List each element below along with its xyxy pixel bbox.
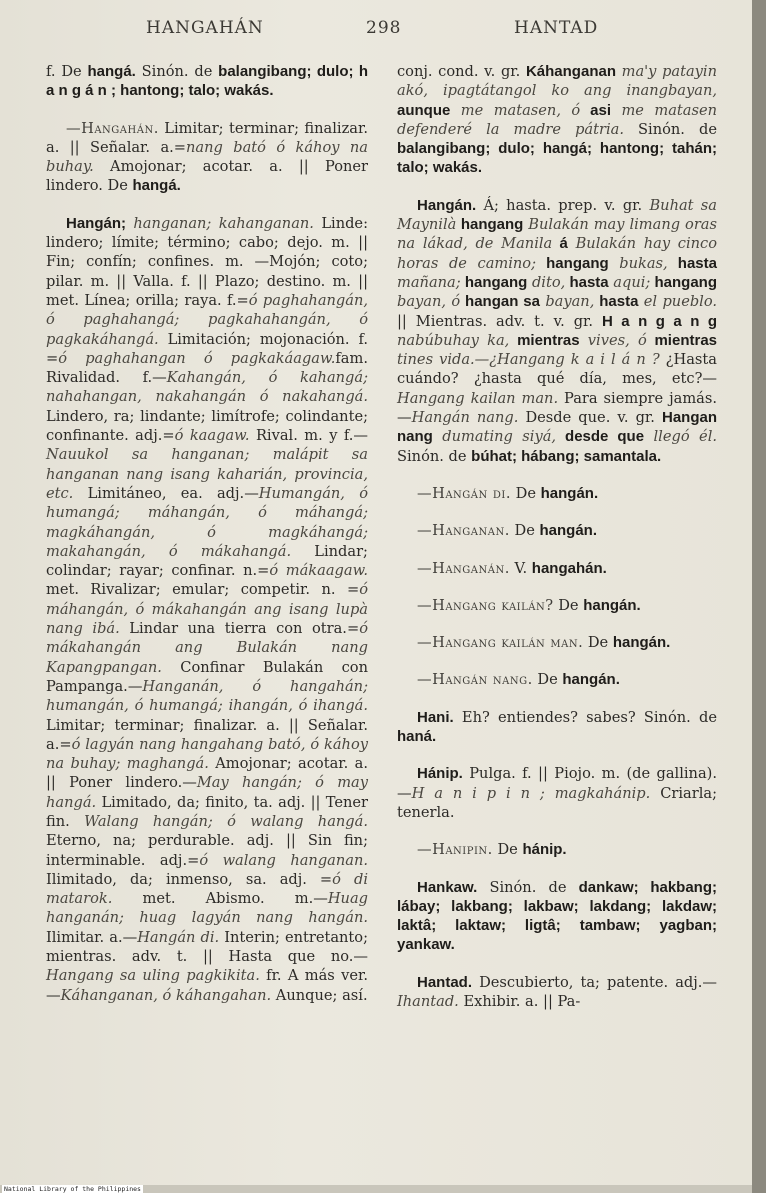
page-header — [0, 18, 752, 44]
entry-hanip: Hánip. Pulga. f. || Piojo. m. (de gallina).—H a n i p i n ; magkahánip. Criarla; tenerla. — [397, 765, 717, 821]
xref-hangan-di: —Hangán di. De hangán. — [417, 484, 599, 502]
xref-hanganan-v: —Hanganán. V. hangahán. — [417, 559, 607, 577]
running-head-left: HANGAHÁN — [146, 18, 264, 38]
entry-continuation-right: conj. cond. v. gr. Káhanganan ma'y patayin akó, ipagtátangol ko ang inangbayan, aunque me matasen, ó asi me matasen defenderé la madre pátria. Sinón. de balangibang; dulo; hangá; hantong; tahán; talo; wakás. — [397, 63, 717, 177]
xref-hangang-kailan-man: —Hangang kailán man. De hangán. — [417, 634, 671, 652]
running-head-right: HANTAD — [514, 18, 599, 38]
entry-hangan-prep: Hangán. Á; hasta. prep. v. gr. Buhat sa Maynilà hangang Bulakán may limang oras na lákad, de Manila á Bulakán hay cinco horas de camino; hangang bukas, hasta mañana; hangang dito, hasta aqui; hangang bayan, ó hangan sa bayan, hasta el pueblo. || Mientras. adv. t. v. gr. H a n g a n g nabúbuhay ka, mientras vives, ó mientras tines vida.—¿Hangang k a i l á n ? ¿Hasta cuándo? ¿hasta qué día, mes, etc?—Hangang kailan man. Para siempre jamás.—Hangán nang. Desde que. v. gr. Hangan nang dumating siyá, desde que llegó él. Sinón. de búhat; hábang; samantala. — [397, 196, 718, 465]
entry-hani: Hani. Eh? entiendes? sabes? Sinón. de haná. — [397, 708, 717, 746]
entry-hantad: Hantad. Descubierto, ta; patente. adj.—Ihantad. Exhibir. a. || Pa- — [397, 973, 717, 1010]
entry-hankaw: Hankaw. Sinón. de dankaw; hakbang; lábay; lakbang; lakbaw; lakdang; lakdaw; laktâ; laktaw; ligtâ; tambaw; yagban; yankaw. — [397, 878, 717, 954]
entry-hangahan: —Hangahán. Limitar; terminar; finalizar. a. || Señalar. a.=nang bató ó káhoy na buhay. Amojonar; acotar. a. || Poner lindero. De hangá. — [46, 119, 368, 195]
page-number: 298 — [366, 18, 402, 38]
xref-hanganan: —Hanganan. De hangán. — [417, 522, 598, 540]
xref-hangang-kailan: —Hangang kailán? De hangán. — [417, 596, 641, 614]
right-column — [397, 62, 717, 1029]
xref-hangan-nang: —Hangán nang. De hangán. — [417, 671, 620, 689]
entry-hangan: Hangán; hanganan; kahanganan. Linde: lindero; límite; término; cabo; dejo. m. || Fin; confín; confines. m. —Mojón; coto; pilar. m. || Valla. f. || Plazo; destino. m. || met. Línea; orilla; raya. f.=ó paghahangán, ó paghahangá; pagkahahangán, ó pagkakáhangá. Limitación; mojonación. f. =ó paghahangan ó pagkakáagaw.fam. Rivalidad. f.—Kahangán, ó kahangá; nahahangan, nakahangán ó nakahangá. Lindero, ra; lindante; limítrofe; colindante; confinante. adj.=ó kaagaw. Rival. m. y f.—Nauukol sa hanganan; malápit sa hanganan nang isang kaharián, provincia, etc. Limitáneo, ea. adj.—Humangán, ó humangá; máhangán, ó máhangá; magkáhangán, ó magkáhangá; makahangán, ó mákahangá. Lindar; colindar; rayar; confinar. n.=ó mákaagaw. met. Rivalizar; emular; competir. n. =ó máhangán, ó mákahangán ang isang lupà nang ibá. Lindar una tierra con otra.=ó mákahangán ang Bulakán nang Kapangpangan. Confinar Bulakán con Pampanga.—Hanganán, ó hangahán; humangán, ó humangá; ihangán, ó ihangá. Limitar; terminar; finalizar. a. || Señalar. a.=ó lagyán nang hangahang bató, ó káhoy na buhay; maghangá. Amojonar; acotar. a. || Poner lindero.—May hangán; ó may hangá. Limitado, da; finito, ta. adj. || Tener fin. Walang hangán; ó walang hangá. Eterno, na; perdurable. adj. || Sin fin; interminable. adj.=ó walang hanganan. Ilimitado, da; inmenso, sa. adj. =ó di matarok. met. Abismo. m.—Huag hanganán; huag lagyán nang hangán. Ilimitar. a.—Hangán di. Interin; entretanto; mientras. adv. t. || Hasta que no.—Hangang sa uling pagkikita. fr. A más ver.—Káhanganan, ó káhangahan. Aunque; así. — [46, 214, 369, 1004]
left-column — [46, 62, 368, 1023]
library-credit: National Library of the Philippines — [4, 1185, 141, 1193]
entry-continuation: f. De hangá. Sinón. de balangibang; dulo; h a n g á n ; hantong; talo; wakás. — [46, 63, 368, 100]
xref-hanipin: —Hanipin. De hánip. — [417, 841, 567, 859]
page-edge-shadow — [752, 0, 766, 1193]
